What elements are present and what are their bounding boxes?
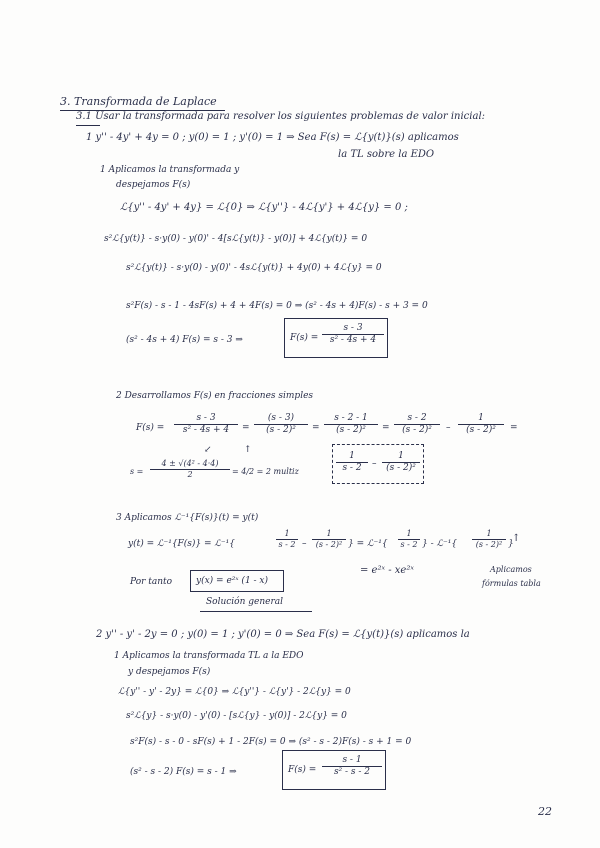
p1-g1 (276, 530, 298, 549)
p1-boxed-lhs: F(s) = (290, 333, 319, 343)
numerator: 1 (478, 413, 484, 423)
numerator: s - 3 (343, 323, 363, 333)
equals: = (242, 423, 250, 433)
equals: = (382, 423, 390, 433)
denominator: s - 2 (398, 539, 420, 549)
subsection-underline (76, 125, 100, 126)
close-brace: } (508, 539, 514, 549)
p1-step1-line-a: 1 Aplicamos la transformada y (100, 165, 240, 175)
denominator: s - 2 (336, 462, 368, 473)
denominator: (s - 2)² (394, 424, 440, 435)
denominator: (s - 2)² (254, 424, 308, 435)
numerator: s - 1 (342, 755, 362, 765)
p1-g4 (472, 530, 506, 549)
p2-eq1: ℒ{y'' - y' - 2y} = ℒ{0} ⇒ ℒ{y''} - ℒ{y'} - 2ℒ{y} = 0 (118, 687, 351, 697)
p1-step3: 3 Aplicamos ℒ⁻¹{F(s)}(t) = y(t) (116, 513, 259, 523)
p1-res-frac-b (382, 452, 420, 473)
numerator: 1 (406, 529, 412, 538)
denominator: s² - 4s + 4 (322, 334, 384, 345)
denominator: s² - 4s + 4 (174, 424, 238, 435)
denominator: s² - s - 2 (322, 766, 382, 777)
p1-eq6-lhs: F(s) = (136, 423, 165, 433)
denominator: (s - 2)² (312, 539, 346, 549)
p1-eq7-mid: } = ℒ⁻¹{ (348, 539, 388, 549)
p2-step1-line-a: 1 Aplicamos la transformada TL a la EDO (114, 651, 304, 661)
p1-eq4: s²F(s) - s - 1 - 4sF(s) + 4 + 4F(s) = 0 ⇒ (s² - 4s + 4)F(s) - s + 3 = 0 (126, 301, 428, 311)
up-arrow-icon: ↑ (512, 533, 521, 544)
p1-frac-5 (458, 414, 504, 435)
numerator: 1 (398, 451, 404, 461)
numerator: 1 (349, 451, 355, 461)
p1-frac-4 (394, 414, 440, 435)
portanto: Por tanto (130, 577, 173, 587)
numerator: 1 (326, 529, 332, 538)
p1-eq3: s²ℒ{y(t)} - s·y(0) - y(0)' - 4sℒ{y(t)} + 4y(0) + 4ℒ{y} = 0 (126, 263, 382, 273)
p1-frac-2 (254, 414, 308, 435)
p1-frac-3 (324, 414, 378, 435)
p1-frac-1 (174, 414, 238, 435)
page-number: 22 (538, 805, 552, 818)
minus: – (302, 539, 307, 549)
equals: = (510, 423, 518, 433)
p2-step1-line-b: y despejamos F(s) (128, 667, 211, 677)
section-title: 3. Transformada de Laplace (60, 95, 217, 108)
up-arrow-icon: ↑ (244, 445, 252, 455)
p1-eq2: s²ℒ{y(t)} - s·y(0) - y(0)' - 4[sℒ{y(t)} - y(0)] + 4ℒ{y(t)} = 0 (104, 234, 368, 244)
denominator: (s - 2)² (472, 539, 506, 549)
numerator: 4 ± √(4² - 4·4) (161, 459, 219, 468)
p1-eq7-lhs: y(t) = ℒ⁻¹{F(s)} = ℒ⁻¹{ (128, 539, 235, 549)
solution-underline (200, 611, 312, 612)
problem-1-statement: 1 y'' - 4y' + 4y = 0 ; y(0) = 1 ; y'(0) = 1 ⇒ Sea F(s) = ℒ{y(t)}(s) aplicamos (86, 132, 459, 143)
roots-rhs: = 4/2 = 2 multiz (232, 467, 299, 476)
p1-eq7-end: } - ℒ⁻¹{ (422, 539, 458, 549)
p2-eq4: (s² - s - 2) F(s) = s - 1 ⇒ (130, 767, 237, 777)
numerator: (s - 3) (267, 413, 295, 423)
subsection-heading: 3.1 Usar la transformada para resolver los siguientes problemas de valor inicial: (76, 111, 486, 122)
roots-lhs: s = (130, 467, 144, 476)
p1-step2: 2 Desarrollamos F(s) en fracciones simples (116, 391, 314, 401)
numerator: 1 (486, 529, 492, 538)
p1-step1-line-b: despejamos F(s) (116, 180, 191, 190)
problem-1-statement-cont: la TL sobre la EDO (338, 149, 435, 160)
numerator: s - 2 - 1 (334, 413, 368, 423)
table-note-line-2: fórmulas tabla (482, 579, 541, 588)
p2-boxed-fraction (322, 756, 382, 777)
denominator: (s - 2)² (324, 424, 378, 435)
table-note-line-1: Aplicamos (490, 565, 532, 574)
p1-solution: y(x) = e²ˣ (1 - x) (196, 576, 269, 586)
numerator: s - 3 (196, 413, 216, 423)
denominator: (s - 2)² (458, 424, 504, 435)
p1-eq5: (s² - 4s + 4) F(s) = s - 3 ⇒ (126, 335, 243, 345)
problem-2-statement: 2 y'' - y' - 2y = 0 ; y(0) = 1 ; y'(0) = 0 ⇒ Sea F(s) = ℒ{y(t)}(s) aplicamos la (96, 629, 470, 640)
p1-g3 (398, 530, 420, 549)
denominator: s - 2 (276, 539, 298, 549)
denominator: 2 (150, 469, 230, 479)
denominator: (s - 2)² (382, 462, 420, 473)
numerator: 1 (284, 529, 290, 538)
p1-g2 (312, 530, 346, 549)
p1-boxed-fraction (322, 324, 384, 345)
equals: = (312, 423, 320, 433)
numerator: s - 2 (407, 413, 427, 423)
minus: – (446, 423, 451, 433)
down-arrow-icon: ↙ (204, 445, 212, 455)
roots-fraction (150, 460, 230, 479)
p2-eq2: s²ℒ{y} - s·y(0) - y'(0) - [sℒ{y} - y(0)] - 2ℒ{y} = 0 (126, 711, 347, 721)
p2-boxed-lhs: F(s) = (288, 765, 317, 775)
p1-result-expr: = e²ˣ - xe²ˣ (360, 565, 414, 576)
p2-eq3: s²F(s) - s - 0 - sF(s) + 1 - 2F(s) = 0 ⇒ (s² - s - 2)F(s) - s + 1 = 0 (130, 737, 412, 747)
p1-solution-label: Solución general (206, 597, 284, 607)
p1-res-frac-a (336, 452, 368, 473)
minus: – (372, 459, 377, 469)
p1-eq1: ℒ{y'' - 4y' + 4y} = ℒ{0} ⇒ ℒ{y''} - 4ℒ{y'} + 4ℒ{y} = 0 ; (120, 202, 408, 213)
